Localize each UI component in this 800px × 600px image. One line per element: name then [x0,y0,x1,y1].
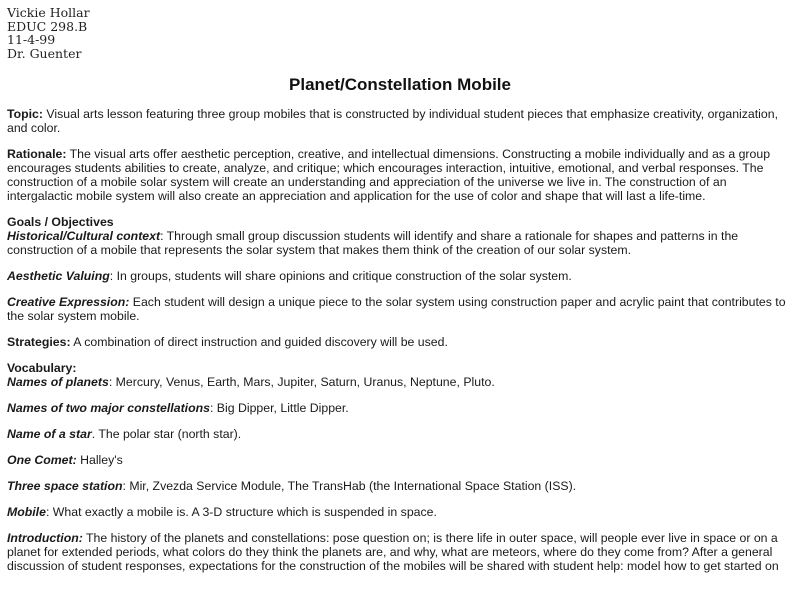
mobile-paragraph [7,505,793,519]
creative-paragraph [7,295,793,323]
historical-paragraph [7,229,793,257]
date: 11-4-99 [7,32,56,48]
goals-heading: Goals / Objectives [7,215,114,230]
aesthetic-paragraph [7,269,793,283]
star-label: Name of a star [7,427,92,442]
star-paragraph [7,427,793,441]
introduction-paragraph [7,531,793,573]
comet-label: One Comet: [7,453,77,468]
comet-text: Halley's [76,453,123,468]
strategies-text: A combination of direct instruction and guided discovery will be used. [70,335,448,350]
topic-label: Topic: [7,107,43,122]
instructor: Dr. Guenter [7,45,82,61]
comet-paragraph [7,453,793,467]
creative-text: Each student will design a unique piece to the solar system using construction paper and acrylic paint that contributes to the solar system mobile. [7,295,786,324]
course-code: EDUC 298.B [7,18,88,34]
topic-paragraph [7,107,793,135]
mobile-text: : What exactly a mobile is. A 3-D structure which is suspended in space. [45,505,437,520]
rationale-paragraph [7,147,793,203]
aesthetic-label: Aesthetic Valuing [7,269,110,284]
planets-text: : Mercury, Venus, Earth, Mars, Jupiter, Saturn, Uranus, Neptune, Pluto. [108,375,495,390]
strategies-paragraph [7,335,793,349]
page-title: Planet/Constellation Mobile [289,75,511,95]
constellations-text: : Big Dipper, Little Dipper. [209,401,349,416]
historical-label: Historical/Cultural context [7,229,161,244]
planets-paragraph [7,375,793,389]
stations-paragraph [7,479,793,493]
rationale-text: The visual arts offer aesthetic perception, creative, and intellectual dimensions. Constructing a mobile individually and as a group encourages students abilities to create, analyze, and critique; which encourages interaction, intuitive, emotional, and verbal responses. The construction of a mobile solar system will create an understanding and appreciation of the universe we live in. The construction of an intergalactic mobile system will also create an appreciation and application for the use of color and shape that will last a life-time. [7,147,771,204]
introduction-label: Introduction: [7,531,83,546]
creative-label: Creative Expression: [7,295,130,310]
planets-label: Names of planets [7,375,109,390]
author-header [7,6,793,60]
star-text: . The polar star (north star). [91,427,242,442]
topic-text: Visual arts lesson featuring three group mobiles that is constructed by individual student pieces that emphasize creativity, organization, and color. [7,107,779,136]
vocabulary-heading: Vocabulary: [7,361,77,376]
mobile-label: Mobile [7,505,46,520]
introduction-text: The history of the planets and constellations: pose question on; is there life in outer space, will people ever live in space or on a planet for extended periods, what colors do they think the planets are, and why, what are meteors, where do they come from? After a general discussion of student responses, expectations for the construction of the mobiles will be shared with student help: model how to get started on [7,531,779,574]
aesthetic-text: : In groups, students will share opinions and critique construction of the solar system. [109,269,572,284]
stations-label: Three space station [7,479,123,494]
strategies-label: Strategies: [7,335,71,350]
constellations-paragraph [7,401,793,415]
rationale-label: Rationale: [7,147,67,162]
historical-text: : Through small group discussion students will identify and share a rationale for shapes and patterns in the construction of a mobile that represents the solar system that makes them think of the creation of our solar system. [7,229,739,258]
constellations-label: Names of two major constellations [7,401,210,416]
author-name: Vickie Hollar [7,5,90,20]
stations-text: : Mir, Zvezda Service Module, The TransHab (the International Space Station (ISS). [122,479,577,494]
